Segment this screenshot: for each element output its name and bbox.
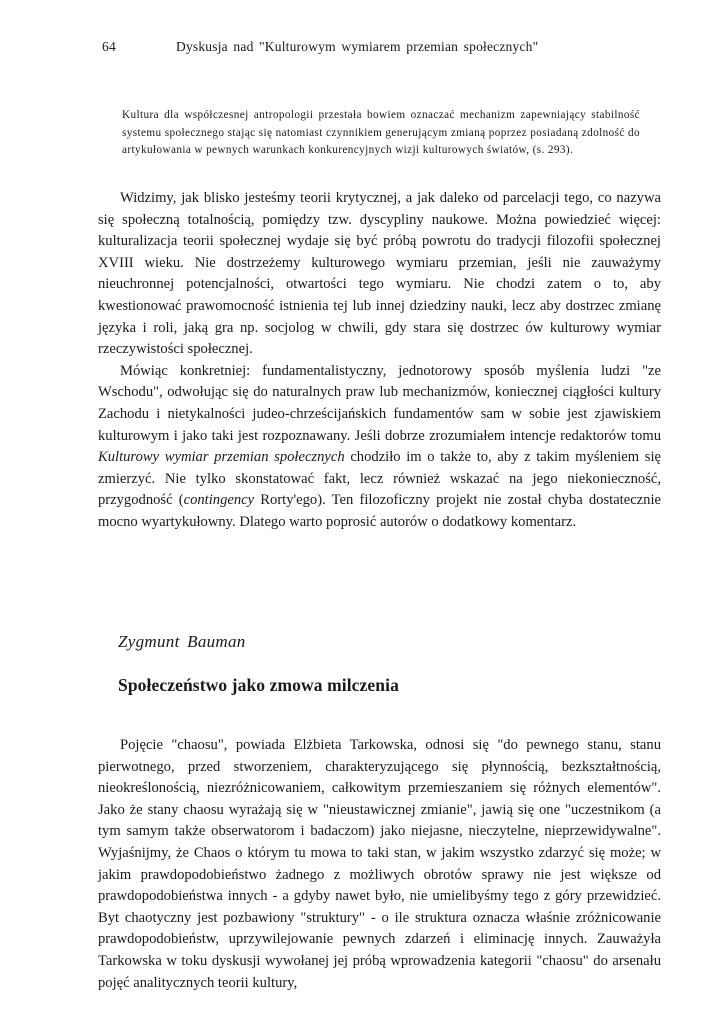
paragraph-text: chodziło im o także to, aby z takim myśleniem się zmierzyć. Nie tylko skonstatować fakt, lecz również wskazać na jego niekonieczność, przygodność ( [98, 449, 662, 509]
running-title: Dyskusja nad "Kulturowym wymiarem przemian społecznych" [176, 39, 539, 54]
paragraph: Widzimy, jak blisko jesteśmy teorii krytycznej, a jak daleko od parcelacji tego, co nazywa się społeczną totalnością, pomiędzy tzw. dyscypliny naukowe. Można powiedzieć więcej: kulturalizacja teorii społecznej wydaje się być próbą powrotu do tradycji filozofii społecznej XVIII wieku. Nie dostrzeżemy kulturowego wymiaru przemian, jeśli nie zauważymy nieuchronnej potencjalności, otwartości tego wymiaru. Nie chodzi zatem o to, aby kwestionować prawomocność istnienia tej lub innej dziedziny nauki, lecz aby dostrzec zmianę języka i roli, jaką gra np. socjolog w chwili, gdy stara się dostrzec ów kulturowy wymiar rzeczywistości społecznej. [98, 190, 661, 358]
paragraph: Pojęcie "chaosu", powiada Elżbieta Tarkowska, odnosi się "do pewnego stanu, stanu pierwotnego, przed stworzeniem, charakteryzującego się płynnością, bezkształtnością, nieokreślonością, niezróżnicowaniem, całkowitym przemieszaniem się różnych elementów". Jako że stany chaosu wyrażają się w "nieustawicznej zmianie", jawią się one "uczestnikom (a tym samym także obserwatorom i badaczom) jako niejasne, nieczytelne, nieprzewidywalne". Wyjaśnijmy, że Chaos o którym tu mowa to taki stan, w jakim wszystko zdarzyć się może; w jakim prawdopodobieństwo żadnego z możliwych obrotów sprawy nie jest większe od prawdopodobieństwa innych - a gdyby nawet było, nie umielibyśmy tego z góry przewidzieć. Byt chaotyczny jest pozbawiony "struktury" - o ile struktura oznacza właśnie zróżnicowanie prawdopodobieństw, uprzywilejowanie pewnych zdarzeń i eliminację innych. Zauważyła Tarkowska w toku dyskusji wywołanej jej próbą wprowadzenia kategorii "chaosu" do arsenału pojęć analitycznych teorii kultury, [98, 737, 661, 991]
book-title: Kulturowy wymiar przemian społecznych [98, 449, 345, 466]
article-title: Społeczeństwo jako zmowa milczenia [118, 675, 399, 695]
paragraph [98, 361, 661, 534]
author-name: Zygmunt Bauman [118, 632, 246, 651]
discussion-text [98, 188, 661, 534]
block-quote [122, 107, 640, 160]
article-text [98, 735, 661, 994]
paragraph-text: Rorty'ego). Ten filozoficzny projekt nie został chyba dostatecznie mocno wyartykułowny. Dlatego warto poprosić autorów o dodatkowy komentarz. [98, 492, 661, 530]
page-number: 64 [102, 39, 116, 54]
italic-term: contingency [183, 492, 255, 509]
quote-text: Kultura dla współczesnej antropologii przestała bowiem oznaczać mechanizm zapewniający stabilność systemu społecznego stając się natomiast czynnikiem generującym zmianą poprzez posiadaną zdolność do artykułowania w pewnych warunkach konkurencyjnych wizji kulturowych światów, (s. 293). [122, 109, 640, 156]
paragraph-text: Mówiąc konkretniej: fundamentalistyczny, jednotorowy sposób myślenia ludzi "ze Wschodu", odwołując się do naturalnych praw lub mechanizmów, koniecznej ciągłości kultury Zachodu i nietykalności judeo-chrześcijańskich fundamentów sam w sobie jest zjawiskiem kulturowym i jako taki jest rozpoznawany. Jeśli dobrze zrozumiałem intencje redaktorów tomu [98, 362, 661, 444]
